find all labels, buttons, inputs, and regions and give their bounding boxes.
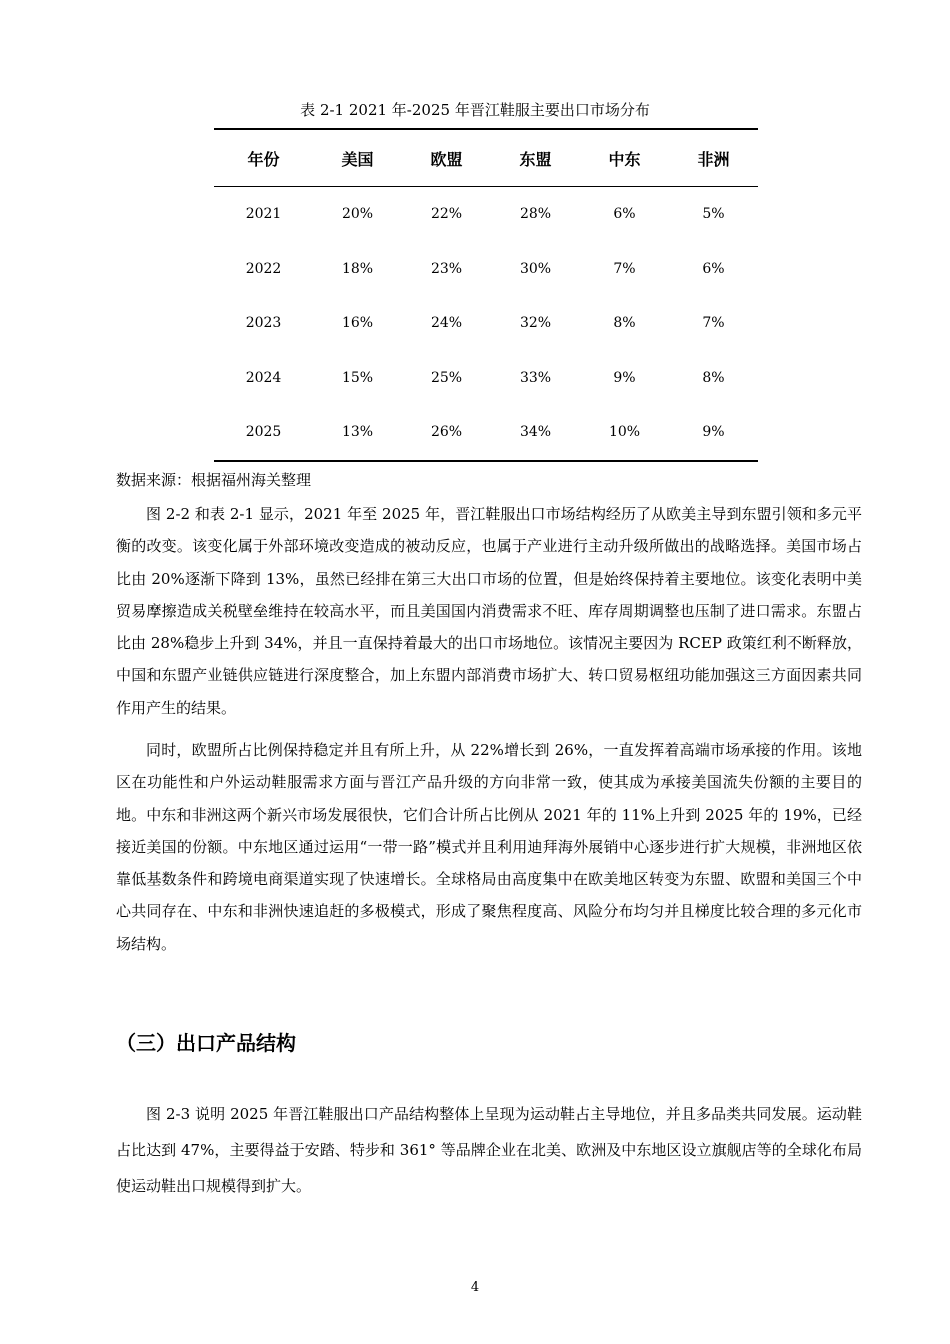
cell-africa: 7% — [702, 315, 725, 332]
cell-asean: 34% — [519, 424, 552, 441]
cell-usa: 20% — [341, 206, 374, 223]
cell-eu: 26% — [430, 424, 463, 441]
cell-usa: 13% — [341, 424, 374, 441]
cell-year: 2021 — [245, 206, 282, 223]
header-middle-east: 中东 — [608, 149, 641, 169]
cell-usa: 15% — [341, 369, 374, 386]
cell-usa: 16% — [341, 315, 374, 332]
cell-year: 2025 — [245, 424, 282, 441]
cell-africa: 8% — [702, 369, 725, 386]
page-number: 4 — [470, 1280, 480, 1295]
cell-eu: 25% — [430, 369, 463, 386]
header-eu: 欧盟 — [430, 149, 463, 169]
table-row — [214, 351, 758, 406]
header-year: 年份 — [247, 149, 280, 169]
cell-middle-east: 6% — [613, 206, 636, 223]
cell-asean: 28% — [519, 206, 552, 223]
cell-usa: 18% — [341, 260, 374, 277]
cell-year: 2024 — [245, 369, 282, 386]
header-usa: 美国 — [341, 149, 374, 169]
table-row — [214, 405, 758, 461]
table-source-note: 数据来源：根据福州海关整理 — [116, 471, 312, 489]
cell-asean: 30% — [519, 260, 552, 277]
header-africa: 非洲 — [697, 149, 730, 169]
cell-middle-east: 8% — [613, 315, 636, 332]
table-row — [214, 242, 758, 297]
header-asean: 东盟 — [519, 149, 552, 169]
export-market-table — [214, 128, 758, 462]
section-heading: （三）出口产品结构 — [116, 1031, 296, 1055]
cell-year: 2023 — [245, 315, 282, 332]
cell-eu: 24% — [430, 315, 463, 332]
body-paragraph-3: 图 2-3 说明 2025 年晋江鞋服出口产品结构整体上呈现为运动鞋占主导地位，并且多品类共同发展。运动鞋占比达到 47%，主要得益于安踏、特步和 361° 等品牌企业在北美、欧洲及中东地区设立旗舰店等的全球化布局使运动鞋出口规模得到扩大。 — [116, 1105, 862, 1195]
cell-middle-east: 9% — [613, 369, 636, 386]
cell-year: 2022 — [245, 260, 282, 277]
cell-middle-east: 7% — [613, 260, 636, 277]
table-row — [214, 296, 758, 351]
cell-africa: 6% — [702, 260, 725, 277]
body-paragraph-2: 同时，欧盟所占比例保持稳定并且有所上升，从 22%增长到 26%，一直发挥着高端市场承接的作用。该地区在功能性和户外运动鞋服需求方面与晋江产品升级的方向非常一致，使其成为承接美国流失份额的主要目的地。中东和非洲这两个新兴市场发展很快，它们合计所占比例从 2021 年的 11%上升到 2025 年的 19%，已经接近美国的份额。中东地区通过运用“一带一路”模式并且利用迪拜海外展销中心逐步进行扩大规模，非洲地区依靠低基数条件和跨境电商渠道实现了快速增长。全球格局由高度集中在欧美地区转变为东盟、欧盟和美国三个中心共同存在、中东和非洲快速追赶的多极模式，形成了聚焦程度高、风险分布均匀并且梯度比较合理的多元化市场结构。 — [116, 741, 862, 953]
cell-asean: 33% — [519, 369, 552, 386]
table-header-row — [214, 129, 758, 187]
cell-africa: 9% — [702, 424, 725, 441]
table-caption: 表 2-1 2021 年-2025 年晋江鞋服主要出口市场分布 — [300, 101, 650, 119]
cell-middle-east: 10% — [608, 424, 641, 441]
cell-eu: 22% — [430, 206, 463, 223]
cell-africa: 5% — [702, 206, 725, 223]
cell-eu: 23% — [430, 260, 463, 277]
body-paragraph-1: 图 2-2 和表 2-1 显示，2021 年至 2025 年，晋江鞋服出口市场结构经历了从欧美主导到东盟引领和多元平衡的改变。该变化属于外部环境改变造成的被动反应，也属于产业进行主动升级所做出的战略选择。美国市场占比由 20%逐渐下降到 13%，虽然已经排在第三大出口市场的位置，但是始终保持着主要地位。该变化表明中美贸易摩擦造成关税壁垒维持在较高水平，而且美国国内消费需求不旺、库存周期调整也压制了进口需求。东盟占比由 28%稳步上升到 34%，并且一直保持着最大的出口市场地位。该情况主要因为 RCEP 政策红利不断释放，中国和东盟产业链供应链进行深度整合，加上东盟内部消费市场扩大、转口贸易枢纽功能加强这三方面因素共同作用产生的结果。 — [116, 505, 862, 717]
table-row — [214, 187, 758, 242]
cell-asean: 32% — [519, 315, 552, 332]
